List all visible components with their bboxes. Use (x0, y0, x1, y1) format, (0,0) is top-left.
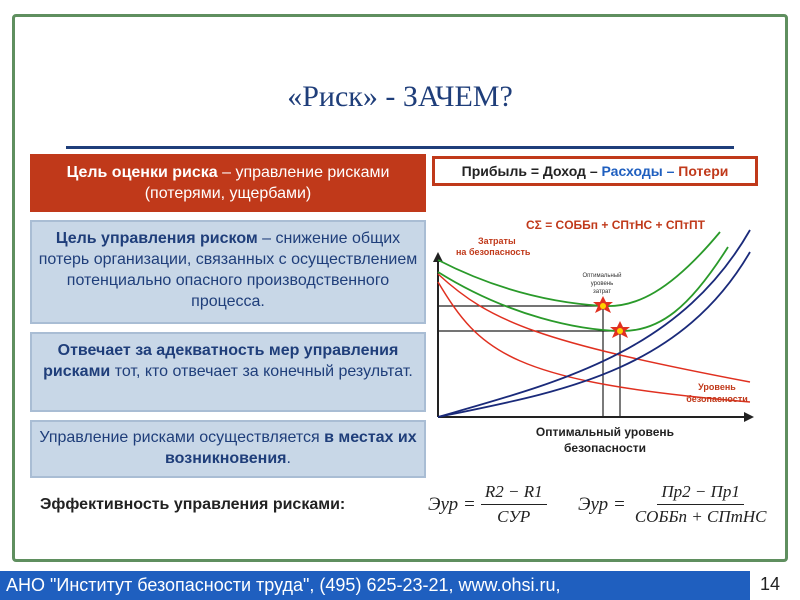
formula1-fraction (481, 482, 547, 527)
footer-bar: АНО "Институт безопасности труда", (495) 625-23-21, www.ohsi.ru, (0, 571, 750, 600)
formula2-equals: = (614, 493, 625, 515)
optimal-level-caption-line1: Оптимальный уровень (535, 425, 675, 439)
losses-text: Потери (674, 163, 729, 179)
effectiveness-formula-1 (428, 482, 547, 527)
x-axis-arrow (744, 412, 754, 422)
responsibility-box (30, 332, 426, 412)
risk-assessment-goal-box (30, 154, 426, 212)
profit-formula-box (432, 156, 758, 186)
profit-text: Прибыль = Доход – (461, 163, 598, 179)
y-axis-label-line1: Затраты (478, 236, 516, 246)
formula1-lhs: Эур (428, 493, 459, 515)
location-bold-text: в местах их возникновения (165, 429, 417, 467)
formula2-numerator: Пр2 − Пр1 (657, 482, 744, 505)
control-bold-text: Цель управления риском (55, 230, 258, 247)
formula1-numerator: R2 − R1 (481, 482, 547, 505)
expenses-text: Расходы – (597, 163, 675, 179)
slide-title: «Риск» - ЗАЧЕМ? (287, 80, 513, 113)
formula2-lhs: Эур (578, 493, 609, 515)
control-rest-text: – снижение общих потерь организации, связанных с осуществлением потенциально опасного производственного процесса. (38, 230, 418, 310)
formula2-fraction (631, 482, 771, 527)
location-box (30, 420, 426, 478)
risk-management-goal-box (30, 220, 426, 324)
optimum-dot-1 (600, 303, 606, 309)
goal-rest-text: – управление рисками (потерями, ущербами) (144, 164, 390, 202)
formula1-denominator: CУР (497, 507, 531, 526)
optimal-cost-label-line3: затрат (593, 289, 611, 295)
x-axis-label-line2: безопасности (686, 394, 748, 404)
optimal-cost-label-line1: Оптимальный (582, 273, 622, 279)
total-cost-curve-2 (438, 247, 728, 331)
x-axis-label-line1: Уровень (698, 382, 736, 392)
location-rest-text: Управление рисками осуществляется (39, 429, 325, 446)
y-axis-label-line2: на безопасность (456, 247, 531, 257)
page-number: 14 (760, 574, 781, 594)
effectiveness-formula-2 (578, 482, 771, 527)
optimal-level-caption-line2: безопасности (563, 441, 647, 455)
goal-bold-text: Цель оценки риска (66, 164, 218, 181)
formula2-denominator: CОББп + CПтНС (634, 507, 767, 526)
responsibility-bold-text: Отвечает за адекватность мер управления рисками (43, 342, 399, 380)
formula1-equals: = (464, 493, 475, 515)
optimal-cost-label-line2: уровень (590, 281, 614, 287)
cost-safety-chart (420, 212, 770, 462)
sum-formula: CΣ = CОББп + CПтНС + CПтПТ (526, 218, 706, 232)
location-end-text: . (286, 450, 291, 467)
optimum-dot-2 (617, 328, 623, 334)
responsibility-rest-text: тот, кто отвечает за конечный результат. (110, 363, 413, 380)
title-underline (66, 146, 734, 149)
effectiveness-label: Эффективность управления рисками: (40, 496, 346, 513)
